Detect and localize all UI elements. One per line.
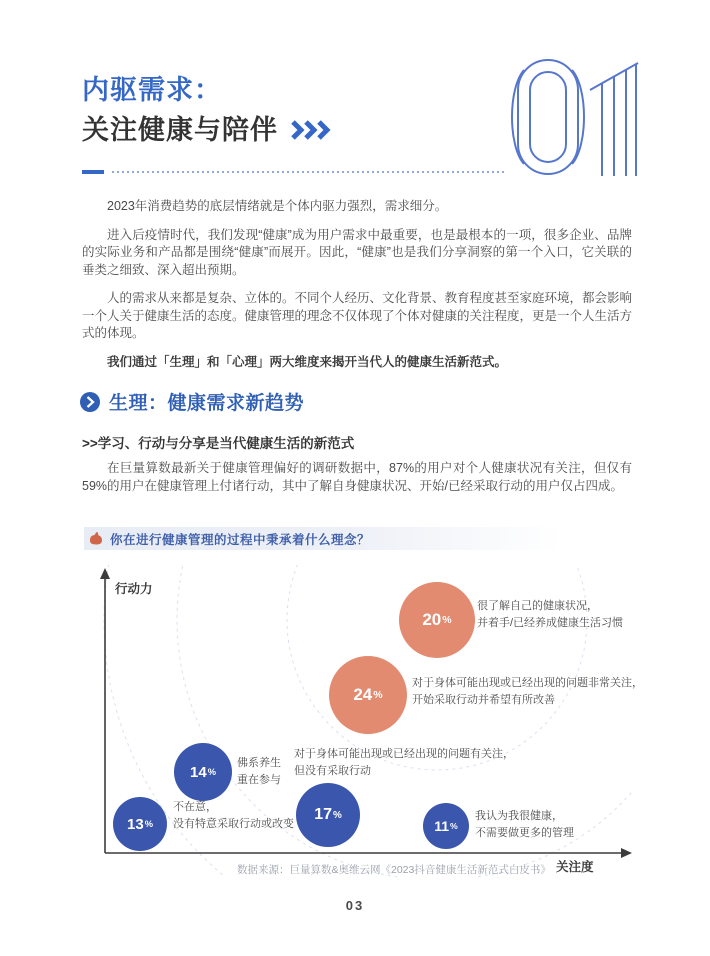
- hand-icon: [88, 531, 103, 546]
- label-line: 开始采取行动并希望有所改善: [412, 694, 555, 706]
- paragraph: 人的需求从来都是复杂、立体的。不同个人经历、文化背景、教育程度甚至家庭环境，都会影响一个人关于健康生活的态度。健康管理的理念不仅体现了个体对健康的关注程度，更是一个人生活方式的体现。: [82, 291, 633, 340]
- label-line: 佛系养生: [237, 757, 281, 769]
- bubble-unit: %: [332, 809, 342, 821]
- data-source-note: 数据来源：巨量算数&奥维云网《2023抖音健康生活新范式白皮书》: [237, 864, 551, 876]
- section-title: 生理：健康需求新趋势: [109, 393, 305, 414]
- page-title-line2: 关注健康与陪伴: [82, 115, 278, 145]
- y-axis-arrow: [100, 568, 110, 579]
- bubble-unit: %: [144, 819, 153, 829]
- page-header: [82, 70, 336, 150]
- label-line: 并着手/已经养成健康生活习惯: [477, 617, 624, 629]
- page-title-line2-row: [82, 110, 336, 150]
- bubble-value: 24: [353, 685, 373, 704]
- bubble-value: 11: [434, 818, 450, 834]
- chart-title: 你在进行健康管理的过程中秉承着什么理念？: [110, 532, 371, 547]
- bubble-14pct: [174, 743, 232, 801]
- bubble-20pct: [399, 582, 475, 658]
- intro-paragraphs: [82, 198, 632, 382]
- page-number: 03: [345, 898, 365, 913]
- paragraph: 在巨量算数最新关于健康管理偏好的调研数据中，87%的用户对个人健康状况有关注，但仅有59%的用户在健康管理上付诸行动，其中了解自身健康状况、开始/已经采取行动的用户仅占四成。: [82, 461, 632, 493]
- bubble-13pct: [113, 797, 167, 851]
- bubble-label-11pct: [475, 808, 574, 842]
- bubble-unit: %: [207, 767, 216, 777]
- bubble-unit: %: [373, 689, 383, 701]
- triple-chevron-right-icon: [290, 120, 336, 140]
- section-body: [82, 460, 632, 506]
- bubble-value: 14: [190, 763, 207, 781]
- section-number-01-outline: [500, 54, 640, 184]
- divider-solid-dash: [82, 170, 104, 174]
- label-line: 但没有采取行动: [294, 765, 371, 777]
- bubble-value: 17: [314, 806, 332, 823]
- bubble-label-14pct: [237, 755, 281, 789]
- label-line: 对于身体可能出现或已经出现的问题非常关注，: [412, 677, 643, 689]
- divider-dotted-line: [112, 171, 506, 173]
- label-line: 很了解自己的健康状况，: [477, 600, 598, 612]
- paragraph: 进入后疫情时代，我们发现“健康”成为用户需求中最重要，也是最根本的一项，很多企业、品牌的实际业务和产品都是围绕“健康”而展开。因此，“健康”也是我们分享洞察的第一个入口，它关联的垂类之细致、深入超出预期。: [82, 227, 632, 277]
- section-heading: [80, 388, 304, 415]
- bubble-label-20pct: [477, 598, 623, 632]
- page-title-line1: 内驱需求：: [82, 75, 222, 105]
- bubble-24pct: [329, 656, 407, 734]
- y-axis-label: 行动力: [115, 582, 153, 596]
- label-line: 没有特意采取行动或改变: [173, 818, 294, 830]
- label-line: 不需要做更多的管理: [475, 827, 574, 839]
- bubble-unit: %: [450, 821, 458, 831]
- chart-title-bar: [84, 527, 562, 550]
- label-line: 对于身体可能出现或已经出现的问题有关注，: [294, 748, 514, 760]
- paragraph-emphasis: 我们通过「生理」和「心理」两大维度来揭开当代人的健康生活新范式。: [107, 354, 508, 369]
- bubble-label-17pct: [294, 746, 514, 780]
- section-subtitle: >>学习、行动与分享是当代健康生活的新范式: [82, 436, 355, 451]
- bubble-value: 20: [422, 610, 442, 629]
- label-line: 重在参与: [237, 774, 281, 786]
- bubble-17pct: [296, 783, 360, 847]
- x-axis-arrow: [621, 848, 632, 858]
- label-line: 不在意，: [173, 801, 217, 813]
- bubble-11pct: [423, 803, 469, 849]
- bubble-label-24pct: [412, 675, 643, 709]
- bubble-chart: [85, 565, 643, 877]
- bubble-unit: %: [442, 614, 452, 626]
- label-line: 我认为我很健康，: [475, 810, 563, 822]
- paragraph: 2023年消费趋势的底层情绪就是个体内驱力强烈，需求细分。: [107, 199, 448, 213]
- header-divider: [82, 170, 506, 174]
- x-axis-label: 关注度: [556, 860, 594, 874]
- bubble-value: 13: [127, 815, 144, 833]
- bubble-label-13pct: [173, 799, 294, 833]
- chevron-circle-icon: [80, 392, 100, 412]
